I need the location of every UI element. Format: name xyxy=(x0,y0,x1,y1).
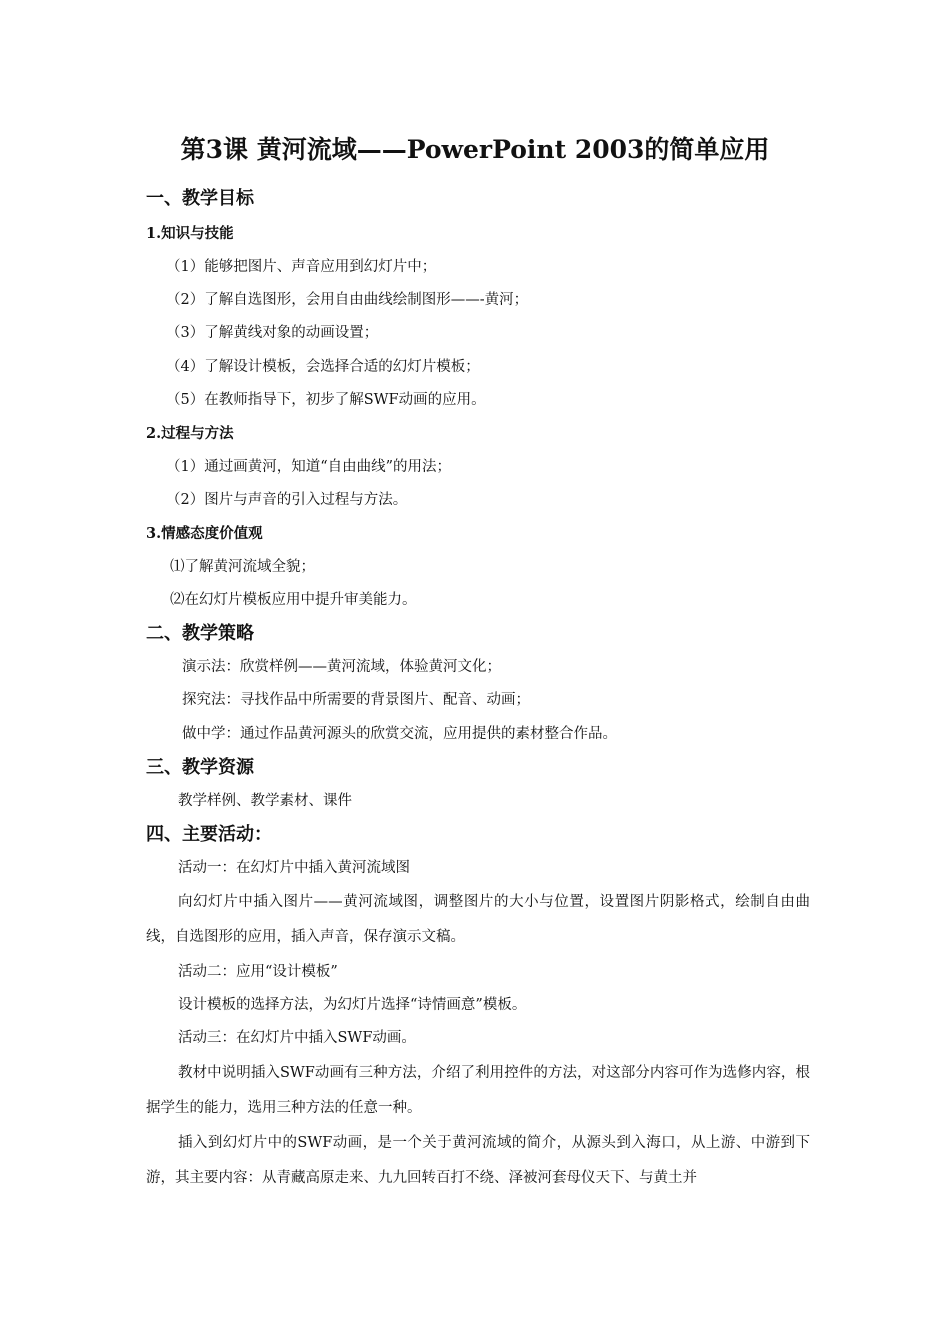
list-item: 演示法：欣赏样例——黄河流域，体验黄河文化； xyxy=(182,659,501,675)
list-item: （5）在教师指导下，初步了解SWF动画的应用。 xyxy=(166,392,486,408)
list-item: 探究法：寻找作品中所需要的背景图片、配音、动画； xyxy=(182,692,530,708)
activity-paragraph: 教材中说明插入SWF动画有三种方法，介绍了利用控件的方法，对这部分内容可作为选修内容，根据学生的能力，选用三种方法的任意一种。 xyxy=(146,1065,810,1116)
activity-paragraph: 设计模板的选择方法，为幻灯片选择“诗情画意”模板。 xyxy=(178,997,527,1013)
activity-title: 活动二：应用“设计模板” xyxy=(178,964,338,980)
list-item: （4）了解设计模板，会选择合适的幻灯片模板； xyxy=(166,359,480,375)
resources-text: 教学样例、教学素材、课件 xyxy=(178,793,352,809)
section-heading-objectives: 一、教学目标 xyxy=(146,188,254,209)
list-item: （2）图片与声音的引入过程与方法。 xyxy=(166,492,408,508)
list-item: ⑴了解黄河流域全貌； xyxy=(170,559,315,575)
list-item: ⑵在幻灯片模板应用中提升审美能力。 xyxy=(170,592,417,608)
subheading-process-methods: 2.过程与方法 xyxy=(146,425,234,442)
subheading-values: 3.情感态度价值观 xyxy=(146,525,263,542)
section-heading-strategy: 二、教学策略 xyxy=(146,623,254,644)
section-heading-resources: 三、教学资源 xyxy=(146,757,254,778)
activity-title: 活动一：在幻灯片中插入黄河流域图 xyxy=(178,860,410,876)
document-title: 第3课 黄河流域——PowerPoint 2003的简单应用 xyxy=(180,135,770,164)
list-item: （3）了解黄线对象的动画设置； xyxy=(166,325,379,341)
activity-paragraph: 向幻灯片中插入图片——黄河流域图，调整图片的大小与位置，设置图片阴影格式，绘制自由曲线，自选图形的应用，插入声音，保存演示文稿。 xyxy=(146,894,810,945)
list-item: （1）能够把图片、声音应用到幻灯片中； xyxy=(166,259,437,275)
activity-paragraph: 插入到幻灯片中的SWF动画，是一个关于黄河流域的简介，从源头到入海口，从上游、中游到下游，其主要内容：从青藏高原走来、九九回转百打不绕、泽被河套母仪天下、与黄土并 xyxy=(146,1135,810,1186)
list-item: （2）了解自选图形，会用自由曲线绘制图形——-黄河； xyxy=(166,292,529,308)
subheading-knowledge-skills: 1.知识与技能 xyxy=(146,225,234,242)
activity-title: 活动三：在幻灯片中插入SWF动画。 xyxy=(178,1030,416,1046)
list-item: （1）通过画黄河，知道“自由曲线”的用法； xyxy=(166,459,452,475)
section-heading-activities: 四、主要活动： xyxy=(146,824,272,845)
list-item: 做中学：通过作品黄河源头的欣赏交流，应用提供的素材整合作品。 xyxy=(182,726,617,742)
